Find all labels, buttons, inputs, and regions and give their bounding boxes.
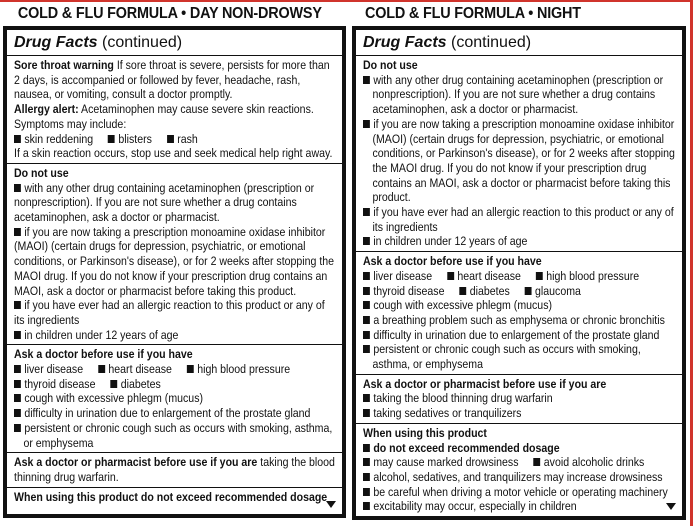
square-bullet-icon bbox=[459, 287, 466, 295]
square-bullet-icon bbox=[363, 331, 370, 339]
square-bullet-icon bbox=[363, 120, 370, 128]
list-item: in children under 12 years of age bbox=[14, 328, 335, 343]
do-not-use-section bbox=[356, 56, 682, 252]
square-bullet-icon bbox=[363, 409, 370, 417]
when-using-section bbox=[356, 424, 682, 516]
square-bullet-icon bbox=[110, 380, 117, 388]
continued-label: (continued) bbox=[446, 34, 532, 51]
square-bullet-icon bbox=[363, 345, 370, 353]
square-bullet-icon bbox=[14, 409, 21, 417]
ask-pharmacist-section bbox=[7, 453, 342, 487]
ask-pharmacist-text: Ask a doctor or pharmacist before use if you are taking the blood thinning drug warfarin. bbox=[14, 455, 335, 484]
square-bullet-icon bbox=[525, 287, 532, 295]
night-drug-facts-panel bbox=[352, 26, 686, 520]
square-bullet-icon bbox=[14, 424, 21, 432]
square-bullet-icon bbox=[363, 237, 370, 245]
square-bullet-icon bbox=[14, 331, 21, 339]
square-bullet-icon bbox=[363, 316, 370, 324]
square-bullet-icon bbox=[14, 184, 21, 192]
square-bullet-icon bbox=[14, 380, 21, 388]
day-formula-column bbox=[3, 0, 346, 504]
square-bullet-icon bbox=[363, 444, 370, 452]
list-item: difficulty in urination due to enlargement of the prostate gland bbox=[363, 328, 675, 343]
list-item: be careful when driving a motor vehicle or operating machinery bbox=[363, 485, 675, 500]
square-bullet-icon bbox=[363, 488, 370, 496]
allergy-after-text: If a skin reaction occurs, stop use and seek medical help right away. bbox=[14, 146, 333, 161]
list-item: thyroid disease bbox=[14, 377, 95, 391]
square-bullet-icon bbox=[98, 365, 105, 373]
when-using-section bbox=[7, 488, 342, 507]
continued-label: (continued) bbox=[97, 34, 183, 51]
square-bullet-icon bbox=[363, 394, 370, 402]
list-item: with any other drug containing acetaminophen (prescription or nonprescription). If you are not sure whether a drug contains acetaminophen, ask a doctor or pharmacist. bbox=[363, 73, 675, 117]
drug-facts-label: Drug Facts bbox=[14, 34, 98, 51]
list-item: skin reddening bbox=[14, 132, 93, 146]
section-heading: Do not use bbox=[363, 58, 418, 72]
list-item: persistent or chronic cough such as occurs with smoking, asthma, or emphysema bbox=[14, 421, 335, 450]
section-heading: When using this product do not exceed recommended dosage bbox=[14, 489, 328, 504]
list-item: diabetes bbox=[110, 377, 160, 391]
square-bullet-icon bbox=[363, 502, 370, 510]
square-bullet-icon bbox=[447, 272, 454, 280]
list-item: liver disease bbox=[14, 362, 83, 376]
list-item: if you have ever had an allergic reaction to this product or any of its ingredients bbox=[14, 298, 325, 327]
list-item: taking sedatives or tranquilizers bbox=[363, 406, 675, 421]
list-item: taking the blood thinning drug warfarin bbox=[363, 391, 675, 406]
ask-doctor-section bbox=[356, 252, 682, 375]
down-triangle-icon bbox=[326, 501, 336, 508]
square-bullet-icon bbox=[363, 458, 370, 466]
list-item: excitability may occur, especially in children bbox=[363, 499, 675, 514]
ask-doctor-section bbox=[7, 345, 342, 453]
square-bullet-icon bbox=[167, 135, 174, 143]
list-item: liver disease bbox=[363, 269, 432, 283]
list-item: persistent or chronic cough such as occurs with smoking, asthma, or emphysema bbox=[363, 342, 675, 371]
list-item: alcohol, sedatives, and tranquilizers may increase drowsiness bbox=[363, 470, 675, 485]
condition-row bbox=[14, 362, 335, 377]
drug-facts-title bbox=[7, 32, 342, 56]
condition-row bbox=[363, 269, 675, 284]
night-formula-heading: COLD & FLU FORMULA • NIGHT bbox=[365, 5, 581, 22]
list-item: diabetes bbox=[459, 284, 509, 298]
square-bullet-icon bbox=[187, 365, 194, 373]
night-formula-column bbox=[352, 0, 686, 514]
drug-facts-title bbox=[356, 32, 682, 56]
list-item: high blood pressure bbox=[536, 269, 639, 283]
list-item: cough with excessive phlegm (mucus) bbox=[14, 391, 335, 406]
list-item: glaucoma bbox=[525, 284, 581, 298]
when-using-row bbox=[363, 455, 675, 470]
section-heading: Ask a doctor or pharmacist before use if you are bbox=[363, 376, 607, 391]
square-bullet-icon bbox=[363, 301, 370, 309]
list-item: a breathing problem such as emphysema or chronic bronchitis bbox=[363, 313, 675, 328]
section-heading: When using this product bbox=[363, 425, 487, 440]
list-item: blisters bbox=[108, 132, 152, 146]
square-bullet-icon bbox=[14, 135, 21, 143]
square-bullet-icon bbox=[14, 301, 21, 309]
section-heading: Ask a doctor before use if you have bbox=[14, 347, 193, 362]
list-item: rash bbox=[167, 132, 198, 146]
square-bullet-icon bbox=[363, 473, 370, 481]
drug-facts-label: Drug Facts bbox=[363, 34, 447, 51]
condition-row bbox=[363, 284, 675, 299]
square-bullet-icon bbox=[363, 272, 370, 280]
square-bullet-icon bbox=[14, 228, 21, 236]
list-item: high blood pressure bbox=[187, 362, 290, 376]
square-bullet-icon bbox=[536, 272, 543, 280]
list-item: if you are now taking a prescription monoamine oxidase inhibitor (MAOI) (certain drugs for depression, psychiatric, or emotional conditions, or Parkinson's disease), or for 2 weeks after stopping the MAOI drug. If you do not know if your prescription drug contains an MAOI, ask a doctor or pharmacist before taking this product. bbox=[14, 224, 335, 298]
section-heading: Do not use bbox=[14, 165, 69, 180]
ask-pharmacist-section bbox=[356, 375, 682, 424]
sore-throat-allergy-section bbox=[7, 56, 342, 164]
list-item: thyroid disease bbox=[363, 284, 444, 298]
sore-throat-warning: Sore throat warning If sore throat is severe, persists for more than 2 days, is accompanied or followed by fever, headache, rash, nausea, or vomiting, consult a doctor promptly. bbox=[14, 58, 330, 102]
list-item: heart disease bbox=[98, 362, 172, 376]
list-item: if you are now taking a prescription monoamine oxidase inhibitor (MAOI) (certain drugs for depression, psychiatric, or emotional conditions, or Parkinson's disease), or for 2 weeks after stopping the MAOI drug. If you do not know if your prescription drug contains an MAOI, ask a doctor or pharmacist before taking this product. bbox=[363, 117, 675, 205]
list-item: heart disease bbox=[447, 269, 521, 283]
square-bullet-icon bbox=[363, 287, 370, 295]
square-bullet-icon bbox=[363, 76, 370, 84]
day-drug-facts-panel bbox=[3, 26, 346, 518]
square-bullet-icon bbox=[14, 365, 21, 373]
allergy-symptom-list bbox=[14, 132, 335, 147]
square-bullet-icon bbox=[363, 208, 370, 216]
list-item: in children under 12 years of age bbox=[363, 234, 675, 249]
condition-row bbox=[14, 377, 335, 392]
square-bullet-icon bbox=[533, 458, 540, 466]
square-bullet-icon bbox=[14, 394, 21, 402]
do-not-use-section bbox=[7, 164, 342, 345]
list-item: do not exceed recommended dosage bbox=[363, 441, 675, 456]
list-item: avoid alcoholic drinks bbox=[533, 455, 644, 469]
day-formula-heading: COLD & FLU FORMULA • DAY NON-DROWSY bbox=[17, 5, 322, 22]
list-item: may cause marked drowsiness bbox=[363, 455, 518, 469]
square-bullet-icon bbox=[108, 135, 115, 143]
list-item: with any other drug containing acetaminophen (prescription or nonprescription). If you are not sure whether a drug contains acetaminophen, ask a doctor or pharmacist. bbox=[14, 180, 315, 225]
section-heading: Ask a doctor before use if you have bbox=[363, 254, 542, 269]
list-item: difficulty in urination due to enlargement of the prostate gland bbox=[14, 406, 335, 421]
down-triangle-icon bbox=[666, 503, 676, 510]
list-item: if you have ever had an allergic reaction to this product or any of its ingredients bbox=[363, 205, 675, 234]
list-item: cough with excessive phlegm (mucus) bbox=[363, 298, 675, 313]
allergy-alert: Allergy alert: Acetaminophen may cause severe skin reactions. Symptoms may include: bbox=[14, 102, 314, 131]
